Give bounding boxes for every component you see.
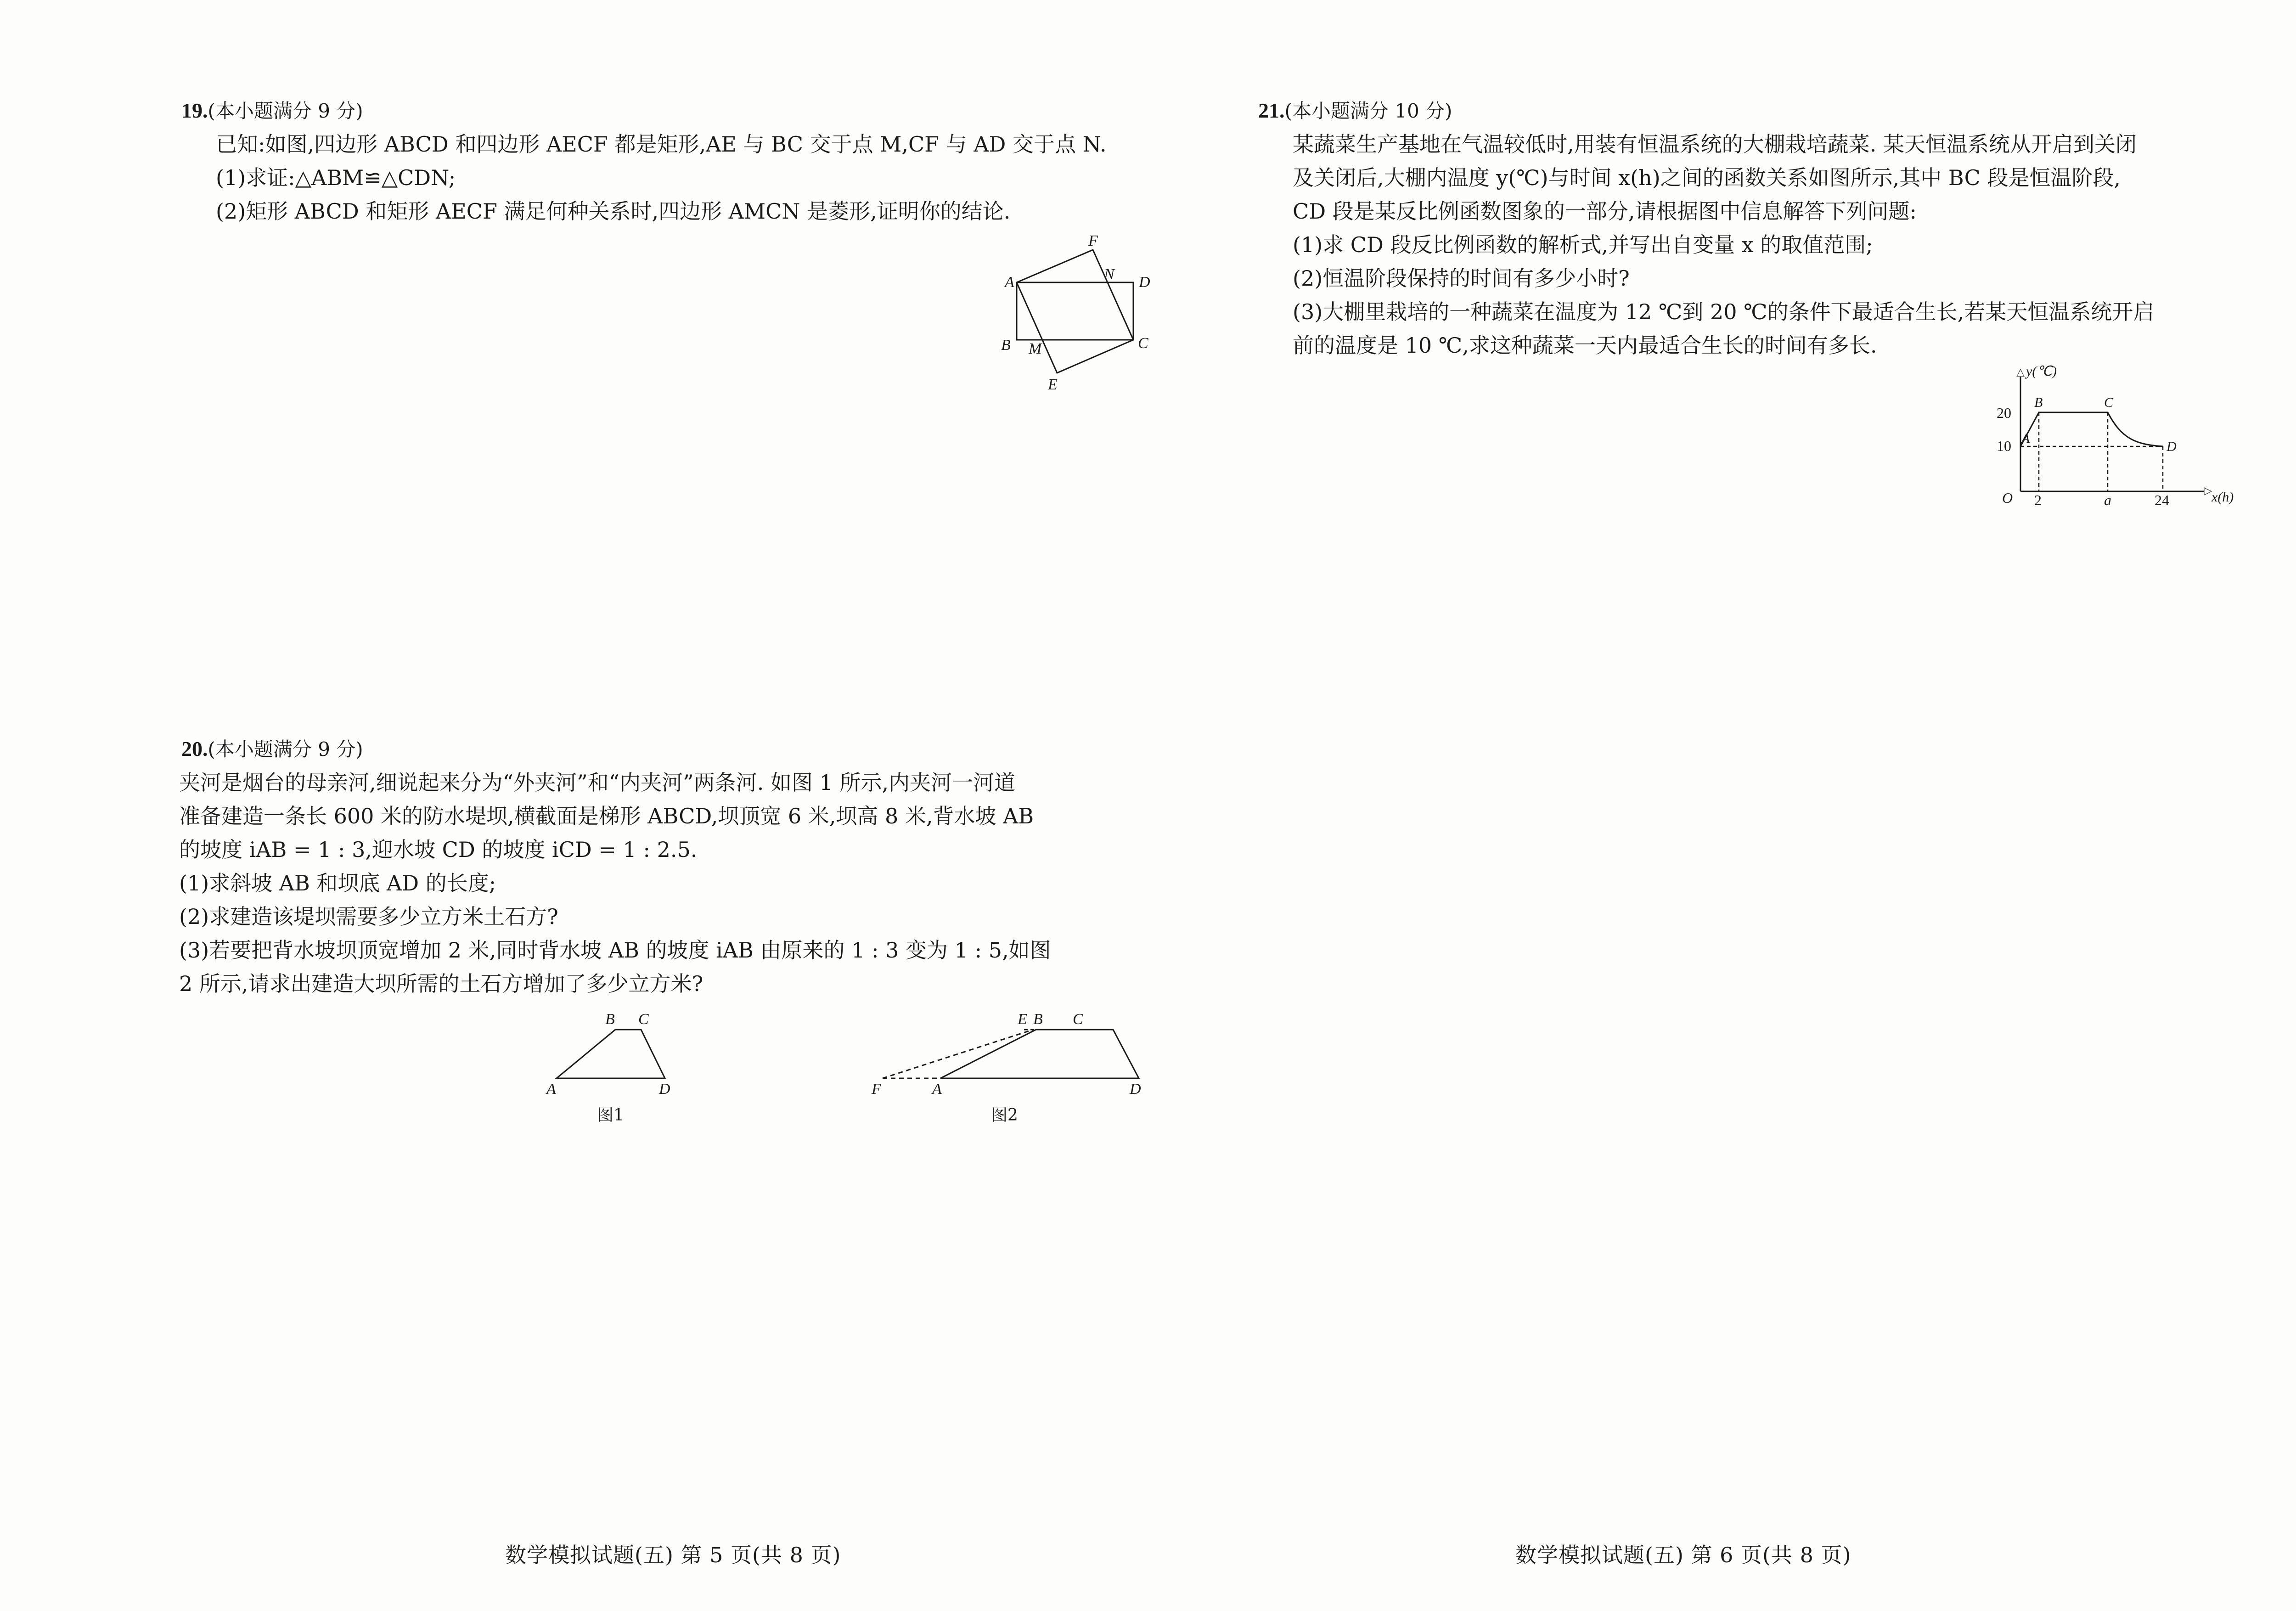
fig2-caption: 图2 bbox=[991, 1106, 1018, 1125]
graph-y-axis-label: y(℃) bbox=[2026, 364, 2057, 379]
graph-x-tick-a: a bbox=[2104, 492, 2111, 508]
q19-figure-rectangles bbox=[987, 230, 1162, 404]
q20-line-4: (1)求斜坡 AB 和坝底 AD 的长度; bbox=[179, 871, 496, 896]
graph-point-a: A bbox=[2021, 431, 2030, 446]
q20-number: 20. bbox=[181, 737, 208, 760]
q19-body bbox=[216, 128, 1180, 228]
q21-line-7: 前的温度是 10 ℃,求这种蔬菜一天内最适合生长的时间有多长. bbox=[1293, 333, 1877, 358]
graph-y-tick-20: 20 bbox=[1997, 405, 2011, 421]
fig19-label-b: B bbox=[1001, 337, 1011, 354]
q21-number: 21. bbox=[1258, 99, 1285, 122]
q21-line-2: 及关闭后,大棚内温度 y(℃)与时间 x(h)之间的函数关系如图所示,其中 BC 段是恒温阶段, bbox=[1293, 165, 2121, 190]
q21-line-5: (2)恒温阶段保持的时间有多少小时? bbox=[1293, 266, 1630, 291]
page-footer-right: 数学模拟试题(五) 第 6 页(共 8 页) bbox=[1515, 1543, 1851, 1567]
q19-points: (本小题满分 9 分) bbox=[208, 100, 363, 122]
q21-temperature-graph bbox=[1984, 363, 2241, 510]
graph-x-tick-24: 24 bbox=[2155, 492, 2169, 508]
fig19-label-d: D bbox=[1139, 274, 1150, 291]
fig2-label-d: D bbox=[1130, 1081, 1141, 1098]
fig1-label-b: B bbox=[605, 1011, 615, 1028]
q21-line-4: (1)求 CD 段反比例函数的解析式,并写出自变量 x 的取值范围; bbox=[1293, 232, 1873, 257]
fig1-label-d: D bbox=[659, 1081, 670, 1098]
q21-body bbox=[1293, 128, 2275, 362]
q20-header bbox=[181, 737, 363, 761]
graph-point-c: C bbox=[2104, 395, 2114, 410]
fig2-label-a: A bbox=[932, 1081, 942, 1098]
fig1-label-c: C bbox=[638, 1011, 649, 1028]
q19-line-3: (2)矩形 ABCD 和矩形 AECF 满足何种关系时,四边形 AMCN 是菱形,证明你的结论. bbox=[216, 199, 1011, 224]
page-footer-left: 数学模拟试题(五) 第 5 页(共 8 页) bbox=[505, 1543, 841, 1567]
q21-header bbox=[1258, 99, 1452, 123]
graph-x-axis-label: x(h) bbox=[2212, 490, 2234, 505]
q19-header bbox=[181, 99, 363, 123]
q20-line-3: 的坡度 iAB = 1 : 3,迎水坡 CD 的坡度 iCD = 1 : 2.5. bbox=[179, 837, 698, 862]
q20-points: (本小题满分 9 分) bbox=[208, 738, 363, 760]
q20-line-7: 2 所示,请求出建造大坝所需的土石方增加了多少立方米? bbox=[179, 971, 703, 996]
q20-figure-2 bbox=[863, 1006, 1157, 1134]
graph-point-b: B bbox=[2034, 395, 2043, 410]
q20-line-1: 夹河是烟台的母亲河,细说起来分为“外夹河”和“内夹河”两条河. 如图 1 所示,内夹河一河道 bbox=[179, 770, 1016, 795]
fig2-label-b: B bbox=[1033, 1011, 1043, 1028]
fig1-caption: 图1 bbox=[597, 1106, 624, 1125]
q19-number: 19. bbox=[181, 99, 208, 122]
q21-line-6: (3)大棚里栽培的一种蔬菜在温度为 12 ℃到 20 ℃的条件下最适合生长,若某天恒温系统开启 bbox=[1293, 299, 2155, 324]
q21-line-1: 某蔬菜生产基地在气温较低时,用装有恒温系统的大棚栽培蔬菜. 某天恒温系统从开启到关闭 bbox=[1293, 132, 2137, 157]
fig19-label-c: C bbox=[1138, 335, 1148, 352]
q20-line-2: 准备建造一条长 600 米的防水堤坝,横截面是梯形 ABCD,坝顶宽 6 米,坝高 8 米,背水坡 AB bbox=[179, 804, 1034, 828]
q21-line-3: CD 段是某反比例函数图象的一部分,请根据图中信息解答下列问题: bbox=[1293, 199, 1917, 224]
fig1-label-a: A bbox=[546, 1081, 556, 1098]
q21-points: (本小题满分 10 分) bbox=[1284, 100, 1452, 122]
graph-x-tick-2: 2 bbox=[2034, 492, 2042, 508]
fig19-label-e: E bbox=[1048, 376, 1058, 393]
graph-origin-label: O bbox=[2002, 490, 2013, 506]
graph-y-tick-10: 10 bbox=[1997, 438, 2011, 454]
fig19-label-m: M bbox=[1029, 340, 1042, 357]
q20-figure-1 bbox=[537, 1006, 776, 1134]
q19-line-1: 已知:如图,四边形 ABCD 和四边形 AECF 都是矩形,AE 与 BC 交于点 M,CF 与 AD 交于点 N. bbox=[216, 132, 1107, 157]
q19-line-2: (1)求证:△ABM≌△CDN; bbox=[216, 165, 456, 190]
graph-point-d: D bbox=[2167, 439, 2177, 454]
q20-body bbox=[179, 766, 1180, 1001]
fig19-label-n: N bbox=[1104, 266, 1114, 283]
fig19-label-f: F bbox=[1088, 232, 1098, 249]
q20-line-6: (3)若要把背水坡坝顶宽增加 2 米,同时背水坡 AB 的坡度 iAB 由原来的 1 : 3 变为 1 : 5,如图 bbox=[179, 938, 1051, 963]
q20-line-5: (2)求建造该堤坝需要多少立方米土石方? bbox=[179, 904, 558, 929]
fig2-label-e: E bbox=[1018, 1011, 1027, 1028]
fig19-label-a: A bbox=[1005, 274, 1014, 291]
fig2-label-c: C bbox=[1073, 1011, 1083, 1028]
fig2-label-f: F bbox=[872, 1081, 881, 1098]
